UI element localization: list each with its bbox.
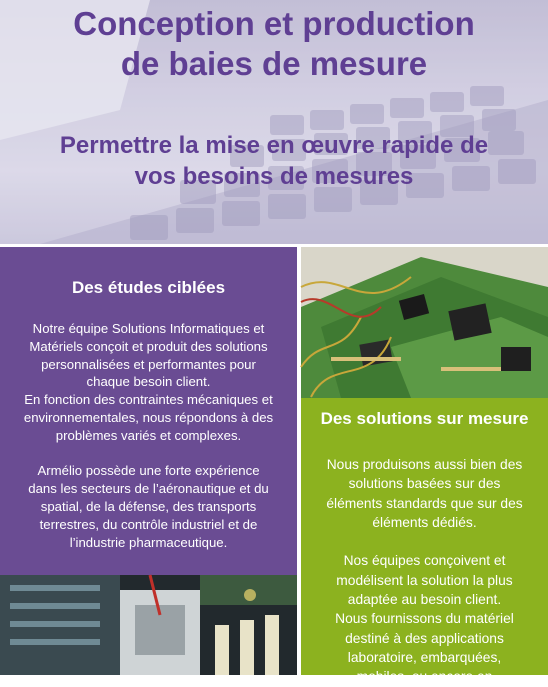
etudes-paragraph-1 [8,320,289,391]
text-line: mobiles, ou encore en [356,669,493,685]
etudes-panel [0,247,297,575]
text-line: Notre équipe Solutions Informatiques et [32,321,265,336]
page-subtitle [0,130,548,192]
text-line: Armélio possède une forte expérience [37,463,260,479]
circuit-boards-image [301,247,548,398]
text-line: adaptée au besoin client. [347,592,502,608]
page-subtitle-line-1: Permettre la mise en œuvre rapide de [59,132,489,159]
text-line: environnementales, nous répondons à des [23,409,274,425]
text-line: Nous fournissons du matériel [335,611,514,627]
text-line: chaque besoin client. [86,374,211,390]
text-line: dans les secteurs de l’aéronautique et du [28,481,269,497]
page-title [0,4,548,84]
text-line: En fonction des contraintes mécaniques et [24,392,273,408]
text-line: Matériels conçoit et produit des solutions [29,338,268,354]
hero-banner [0,0,548,244]
solutions-panel [301,398,548,685]
text-line: Nos équipes conçoivent et [343,553,506,569]
solutions-paragraph-3 [305,609,544,686]
solutions-body [305,455,544,687]
text-line: personnalisées et performantes pour [41,356,256,372]
page-title-line-2: de baies de mesure [120,45,428,82]
text-line: destiné à des applications [345,630,504,646]
text-line: spatial, de la défense, des transports [40,498,257,514]
etudes-title: Des études ciblées [71,278,226,297]
text-line: laboratoire, embarquées, [347,649,502,665]
text-line: Nous produisons aussi bien des [326,457,523,472]
etudes-paragraph-3 [8,462,289,551]
text-line: terrestres, du contrôle industriel et de [39,516,258,532]
text-line: éléments standards que sur des [326,495,523,511]
motherboard-image [0,575,297,675]
page-subtitle-line-2: vos besoins de mesures [134,163,414,190]
etudes-body [8,320,289,551]
page-title-line-1: Conception et production [73,5,475,42]
text-line: problèmes variés et complexes. [55,427,242,443]
solutions-paragraph-1 [305,455,544,532]
text-line: solutions basées sur des [348,476,501,492]
text-line: modélisent la solution la plus [336,572,513,588]
solutions-paragraph-2 [305,551,544,609]
etudes-paragraph-2 [8,391,289,444]
text-line: l’industrie pharmaceutique. [69,534,228,550]
text-line: éléments dédiés. [372,514,477,530]
solutions-title: Des solutions sur mesure [320,409,529,428]
